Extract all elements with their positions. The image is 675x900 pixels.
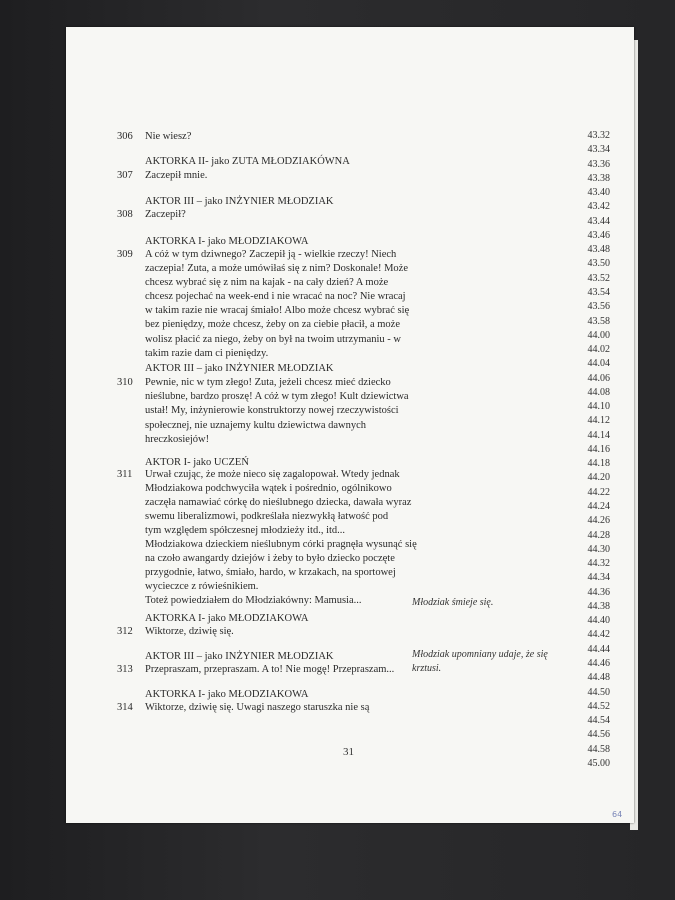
dialogue-line: Młodziakowa dzieckiem nieślubnym córki pragnęła wysunąć się <box>145 539 417 550</box>
timecode: 44.10 <box>587 401 610 413</box>
timecode: 43.58 <box>587 315 610 327</box>
dialogue-line: w takim razie nie wracaj śmiało! Albo może chcesz wybrać się <box>145 305 410 316</box>
dialogue-line: wolisz płacić za niego, żeby on był na twoim utrzymaniu - w <box>145 334 402 345</box>
timecode: 44.20 <box>587 472 610 484</box>
timecode: 44.56 <box>587 729 610 741</box>
timecode: 44.26 <box>587 515 610 527</box>
dialogue-line: tym względem spółczesnej młodzieży itd., itd... <box>145 525 346 536</box>
dialogue-line: bez pieniędzy, może chcesz, żeby on za ciebie płacił, a może <box>145 319 400 330</box>
timecode: 44.04 <box>587 358 610 370</box>
dialogue-line: A cóż w tym dziwnego? Zaczepił ją - wielkie rzeczy! Niech <box>145 249 397 260</box>
line-number: 310 <box>117 377 133 388</box>
timecode: 44.48 <box>587 672 610 684</box>
dialogue-line: chcesz wybrać się z nim na kajak - na cały dzień? A może <box>145 277 389 288</box>
dialogue-line: społecznej, nie uznajemy kultu dziewictwa dawnych <box>145 420 367 431</box>
timecode: 44.24 <box>587 501 610 513</box>
timecode: 44.00 <box>587 329 610 341</box>
dialogue-line: zaczepia! Zuta, a może umówiłaś się z nim? Doskonale! Może <box>145 263 408 274</box>
line-number: 309 <box>117 249 133 260</box>
speaker-header: AKTOR III – jako INŻYNIER MŁODZIAK <box>145 651 334 662</box>
speaker-header: AKTOR III – jako INŻYNIER MŁODZIAK <box>145 363 334 374</box>
timecode: 43.50 <box>587 258 610 270</box>
timecode: 44.14 <box>587 429 610 441</box>
dialogue-line: chcesz pojechać na week-end i nie wracać na noc? Nie wracaj <box>145 291 406 302</box>
dialogue-line: nieślubne, bardzo proszę! A cóż w tym złego! Kult dziewictwa <box>145 391 409 402</box>
pencil-annotation: 64 <box>612 810 623 819</box>
dialogue-line: Zaczepił mnie. <box>145 170 208 181</box>
page-number: 31 <box>343 746 354 758</box>
timecode: 44.22 <box>587 486 610 498</box>
dialogue-line: Urwał czując, że może nieco się zagalopował. Wtedy jednak <box>145 469 400 480</box>
timecode: 44.44 <box>587 643 610 655</box>
timecode: 44.06 <box>587 372 610 384</box>
timecode: 44.16 <box>587 443 610 455</box>
timecode: 44.58 <box>587 743 610 755</box>
timecode: 43.32 <box>587 130 610 141</box>
speaker-header: AKTOR III – jako INŻYNIER MŁODZIAK <box>145 196 334 207</box>
dialogue-line: Młodziakowa podchwyciła wątek i pośrednio, ogólnikowo <box>145 483 392 494</box>
timecode: 44.40 <box>587 615 610 627</box>
timecode: 44.28 <box>587 529 610 541</box>
dialogue-line: Toteż powiedziałem do Młodziakówny: Mamusia... <box>145 595 362 606</box>
stage-direction-line: krztusi. <box>412 663 442 674</box>
timecode: 44.52 <box>587 700 610 712</box>
dialogue-line: Zaczepił? <box>145 209 186 220</box>
timecode: 44.08 <box>587 386 610 398</box>
timecode: 43.38 <box>587 172 610 184</box>
timecode: 44.34 <box>587 572 610 584</box>
timecode: 44.02 <box>587 344 610 356</box>
dialogue-line: Wiktorze, dziwię się. <box>145 626 234 637</box>
timecode: 44.12 <box>587 415 610 427</box>
timecode: 43.34 <box>587 144 610 156</box>
dialogue-line: takim razie dam ci pieniędzy. <box>145 348 269 359</box>
line-number: 306 <box>117 131 133 142</box>
speaker-header: AKTORKA I- jako MŁODZIAKOWA <box>145 236 309 247</box>
timecode: 44.18 <box>587 458 610 470</box>
line-number: 314 <box>117 702 133 713</box>
dialogue-line: na czoło awangardy dziejów i żeby to było dziecko poczęte <box>145 553 395 564</box>
timecode: 44.50 <box>587 686 610 698</box>
timecode: 43.40 <box>587 187 610 199</box>
line-number: 311 <box>117 469 133 480</box>
timecode: 44.36 <box>587 586 610 598</box>
line-number: 308 <box>117 209 133 220</box>
timecode: 44.46 <box>587 657 610 669</box>
speaker-header: AKTORKA II- jako ZUTA MŁODZIAKÓWNA <box>145 156 350 167</box>
timecode: 44.32 <box>587 558 610 570</box>
dialogue-line: hreczkosiejów! <box>145 434 210 445</box>
timecode: 43.36 <box>587 158 610 170</box>
line-number: 307 <box>117 170 133 181</box>
speaker-header: AKTORKA I- jako MŁODZIAKOWA <box>145 613 309 624</box>
timecode: 43.56 <box>587 301 610 313</box>
dialogue-line: ustał! My, inżynierowie konstruktorzy nowej rzeczywistości <box>145 405 399 416</box>
dialogue-line: Wiktorze, dziwię się. Uwagi naszego staruszka nie są <box>145 702 370 713</box>
dialogue-line: wycieczce z rówieśnikiem. <box>145 581 259 592</box>
line-number: 312 <box>117 626 133 637</box>
dialogue-line: Nie wiesz? <box>145 131 192 142</box>
line-number: 313 <box>117 664 133 675</box>
timecode: 43.48 <box>587 244 610 256</box>
dialogue-line: przygodnie, łatwo, śmiało, hardo, w krzakach, na sportowej <box>145 567 396 578</box>
timecode: 43.54 <box>587 286 610 298</box>
dialogue-line: zaczęła namawiać córkę do nieślubnego dziecka, dawała wyraz <box>145 497 412 508</box>
timecode: 43.52 <box>587 272 610 284</box>
timecode: 43.44 <box>587 215 610 227</box>
dialogue-line: swemu liberalizmowi, podkreślała niezwykłą łatwość pod <box>145 511 389 522</box>
timecode: 43.46 <box>587 229 610 241</box>
timecode: 45.00 <box>587 757 610 769</box>
speaker-header: AKTORKA I- jako MŁODZIAKOWA <box>145 689 309 700</box>
dialogue-line: Pewnie, nic w tym złego! Zuta, jeżeli chcesz mieć dziecko <box>145 377 391 388</box>
dialogue-line: Przepraszam, przepraszam. A to! Nie mogę! Przepraszam... <box>145 664 395 675</box>
stage-direction-line: Młodziak upomniany udaje, że się <box>412 649 548 660</box>
timecode: 44.54 <box>587 715 610 727</box>
timecode: 43.42 <box>587 201 610 213</box>
stage-direction-line: Młodziak śmieje się. <box>412 597 494 608</box>
timecode: 44.30 <box>587 543 610 555</box>
timecode: 44.38 <box>587 600 610 612</box>
timecode: 44.42 <box>587 629 610 641</box>
speaker-header: AKTOR I- jako UCZEŃ <box>145 457 249 468</box>
